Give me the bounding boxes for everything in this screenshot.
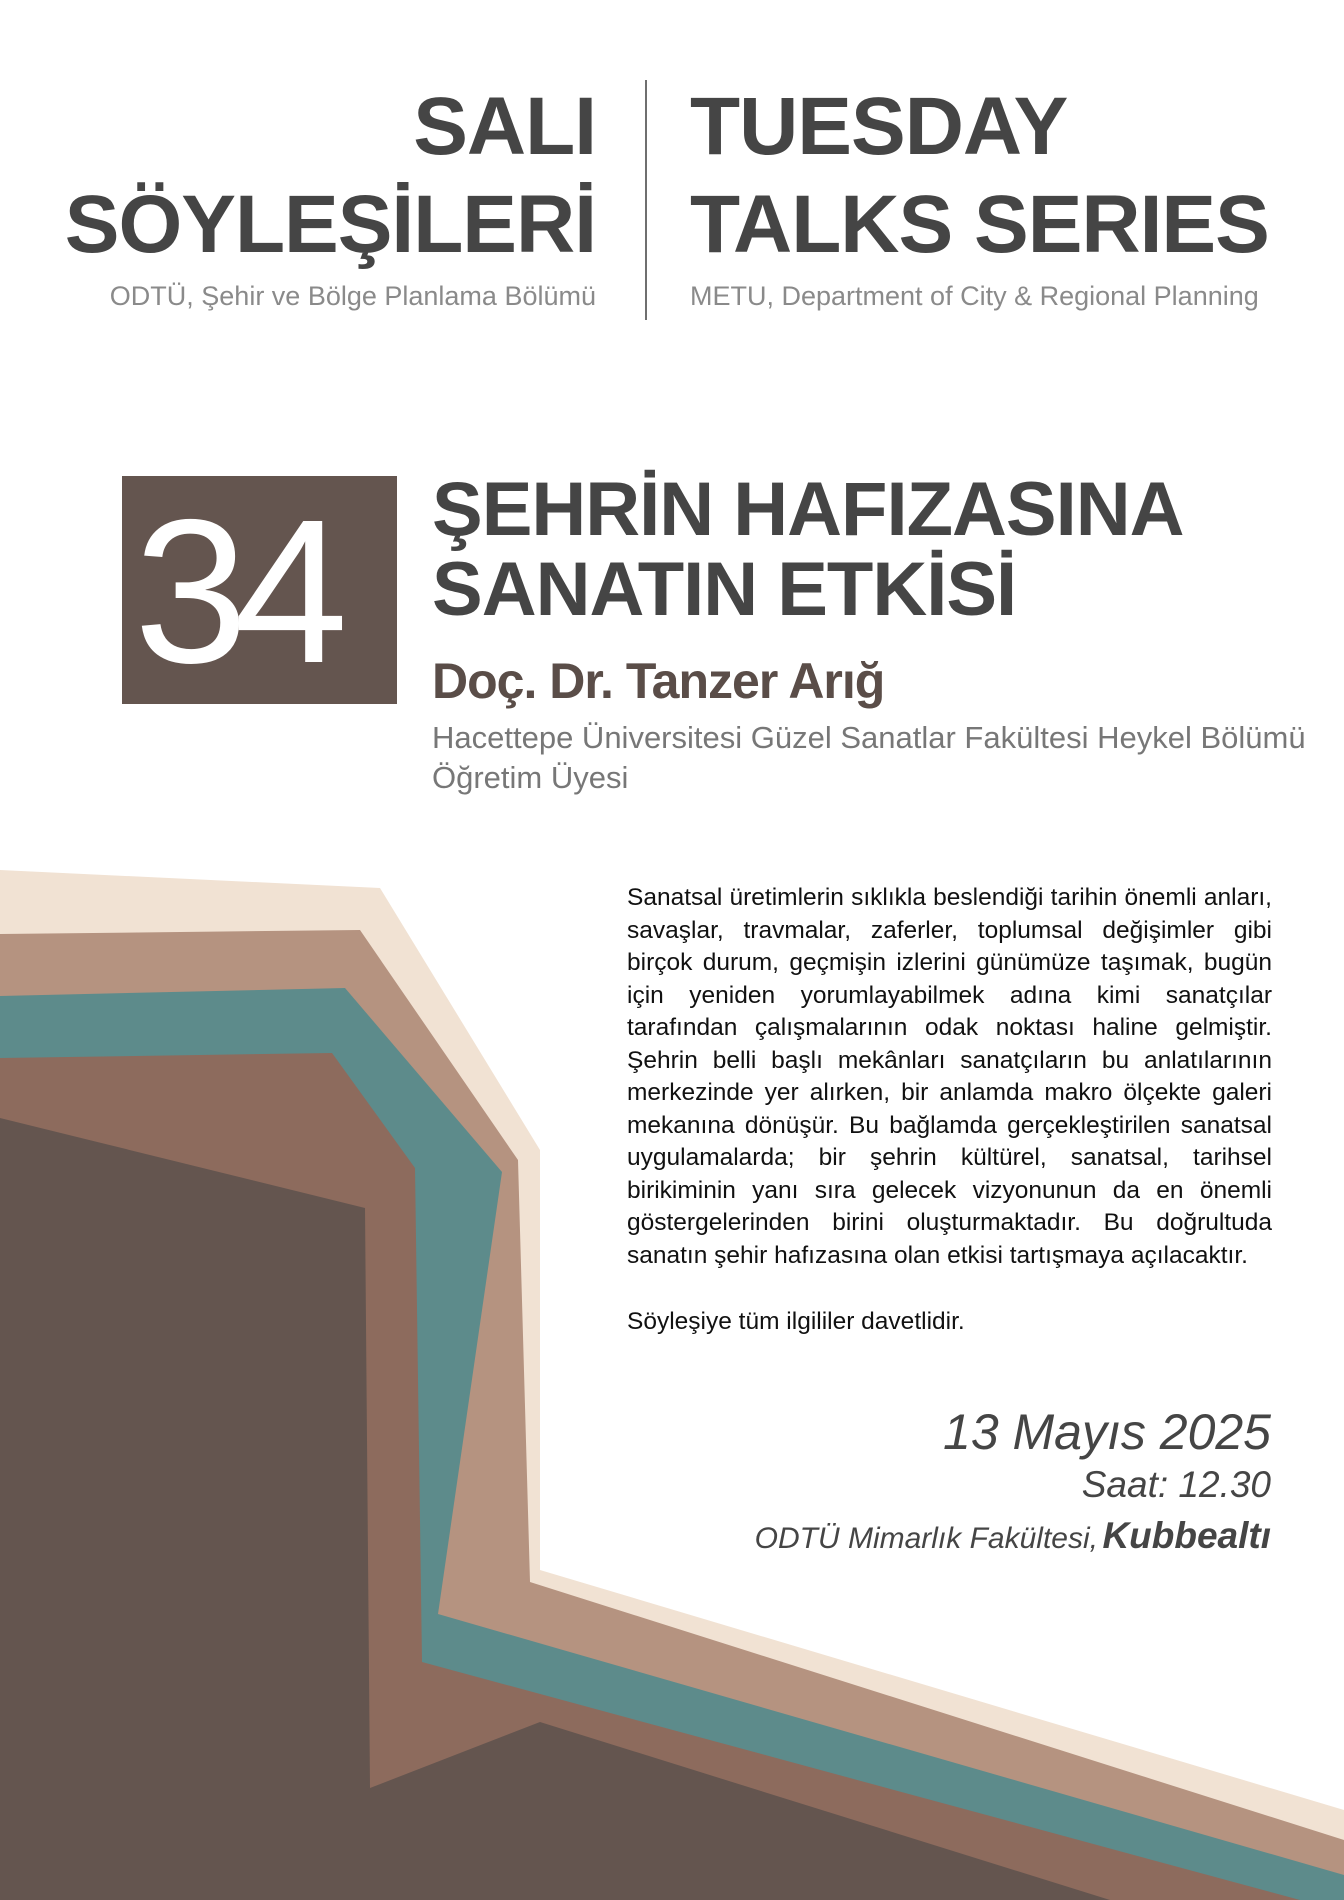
series-title-en-line2: TALKS SERIES <box>690 179 1269 270</box>
speaker-affiliation <box>432 718 1306 798</box>
talk-title <box>432 467 1184 632</box>
talk-description: Sanatsal üretimlerin sıklıkla beslendiği tarihin önemli anları, savaşlar, travmalar, zaferler, toplumsal değişimler gibi birçok durum, geçmişin izlerini günümüze taşımak, bugün için yeniden yorumlayabilmek adına kimi sanatçılar tarafından çalışmalarının odak noktası haline gelmiştir. Şehrin belli başlı mekânları sanatçıların bu anlatılarının merkezinde yer alırken, bir anlamda makro ölçekte galeri mekanına dönüşür. Bu bağlamda gerçekleştirilen sanatsal uygulamalarda; bir şehrin kültürel, sanatsal, tarihsel birikiminin yanı sıra gelecek vizyonunun da en önemli göstergelerinden birini oluşturmaktadır. Bu doğrultuda sanatın şehir hafızasına olan etkisi tartışmaya açılacaktır. <box>627 884 1272 1269</box>
talk-title-line1: ŞEHRİN HAFIZASINA <box>432 467 1184 552</box>
invitation-note: Söyleşiye tüm ilgililer davetlidir. <box>627 1308 965 1335</box>
event-venue <box>755 1512 1271 1568</box>
event-time: Saat: 12.30 <box>1081 1464 1271 1505</box>
series-title-tr-line2: SÖYLEŞİLERİ <box>64 179 596 270</box>
header-english <box>690 78 1269 312</box>
venue-highlight: Kubbealtı <box>1102 1515 1271 1556</box>
talk-title-line2: SANATIN ETKİSİ <box>432 547 1017 632</box>
event-date: 13 Mayıs 2025 <box>943 1404 1271 1460</box>
venue-prefix: ODTÜ Mimarlık Fakültesi, <box>754 1522 1098 1555</box>
talk-number-box <box>122 476 397 704</box>
series-title-tr-line1: SALI <box>413 81 596 172</box>
header-divider <box>645 80 647 320</box>
affiliation-line2: Öğretim Üyesi <box>432 760 629 795</box>
department-tr: ODTÜ, Şehir ve Bölge Planlama Bölümü <box>109 281 596 311</box>
header-turkish <box>65 78 596 312</box>
talk-number: 34 <box>134 477 335 704</box>
speaker-name: Doç. Dr. Tanzer Arığ <box>432 653 885 709</box>
series-title-en-line1: TUESDAY <box>690 81 1068 172</box>
affiliation-line1: Hacettepe Üniversitesi Güzel Sanatlar Fakültesi Heykel Bölümü <box>432 720 1306 755</box>
department-en: METU, Department of City & Regional Planning <box>690 281 1259 311</box>
